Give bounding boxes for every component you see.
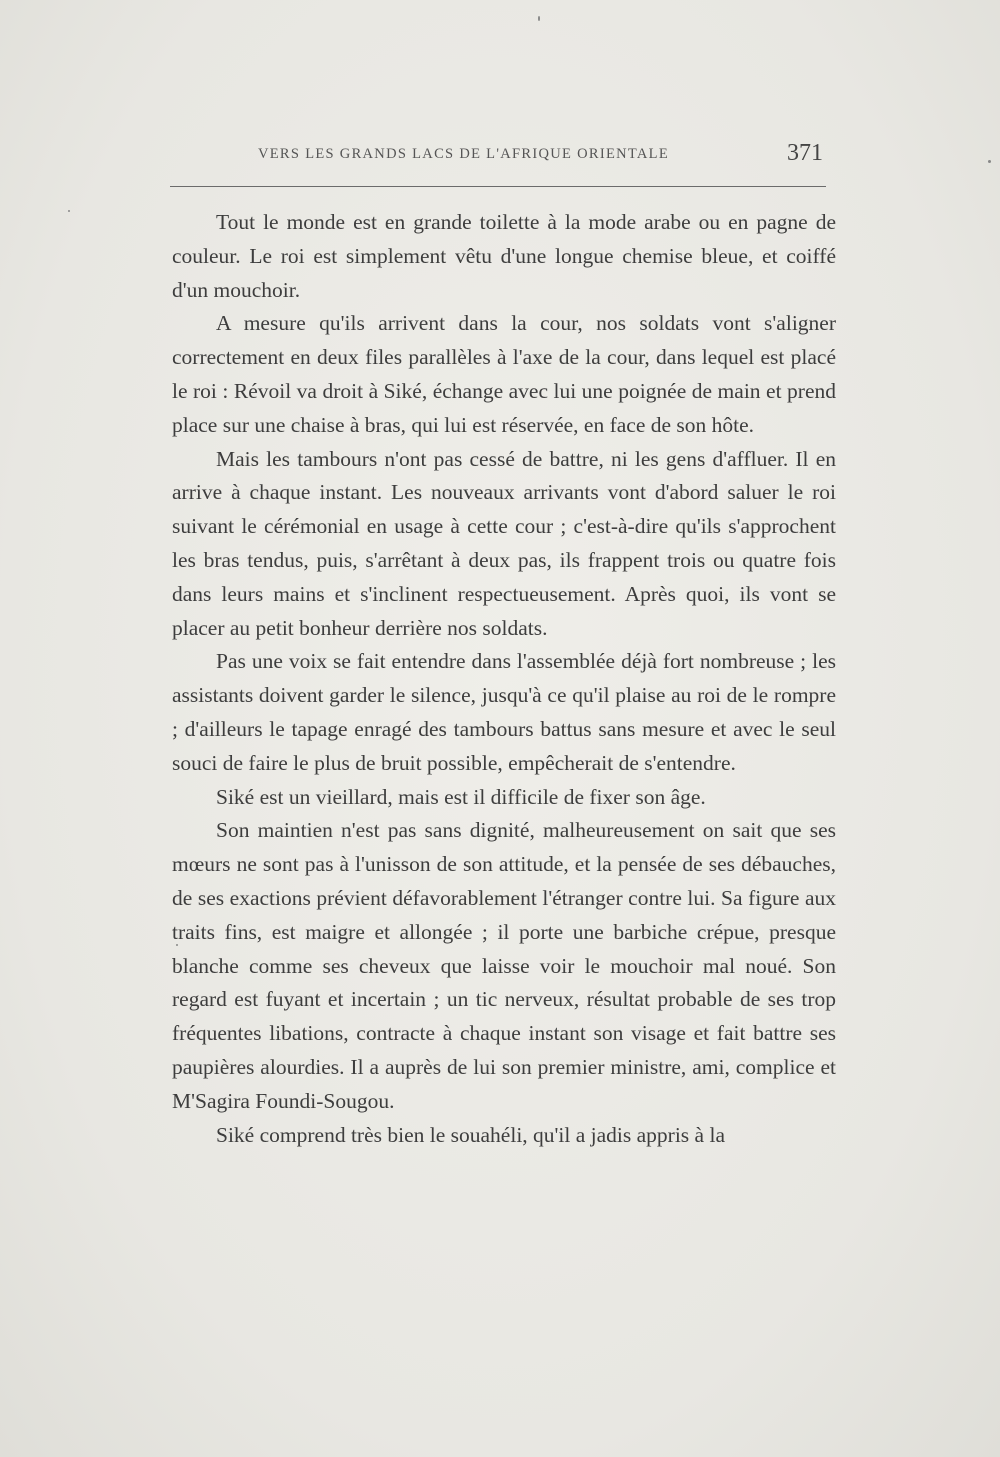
- paragraph: Mais les tambours n'ont pas cessé de battre, ni les gens d'affluer. Il en arrive à chaque instant. Les nouveaux arrivants vont d'abord saluer le roi suivant le cérémonial en usage à cette cour ; c'est-à-dire qu'ils s'approchent les bras tendus, puis, s'arrêtant à deux pas, ils frappent trois ou quatre fois dans leurs mains et s'inclinent respectueusement. Après quoi, ils vont se placer au petit bonheur derrière nos soldats.: [172, 446, 836, 640]
- paragraph: Siké comprend très bien le souahéli, qu'il a jadis appris à la: [216, 1122, 725, 1147]
- running-head: [170, 140, 835, 174]
- paragraph: Tout le monde est en grande toilette à la mode arabe ou en pagne de couleur. Le roi est simplement vêtu d'une longue chemise bleue, et coiffé d'un mouchoir.: [172, 210, 836, 302]
- running-title: VERS LES GRANDS LACS DE L'AFRIQUE ORIENTALE: [258, 146, 669, 162]
- paper-speck: [988, 160, 991, 163]
- paragraph: Pas une voix se fait entendre dans l'assemblée déjà fort nombreuse ; les assistants doivent garder le silence, jusqu'à ce qu'il plaise au roi de le rompre ; d'ailleurs le tapage enragé des tambours battus sans mesure et avec le seul souci de faire le plus de bruit possible, empêcherait de s'entendre.: [172, 649, 836, 775]
- paragraph: A mesure qu'ils arrivent dans la cour, nos soldats vont s'aligner correctement en deux files parallèles à l'axe de la cour, dans lequel est placé le roi : Révoil va droit à Siké, échange avec lui une poignée de main et prend place sur une chaise à bras, qui lui est réservée, en face de son hôte.: [172, 311, 836, 437]
- paper-speck: [68, 210, 70, 212]
- page-number: 371: [787, 140, 823, 166]
- body-text: [172, 206, 836, 1152]
- paper-speck: [176, 944, 178, 946]
- paper-speck: [538, 16, 540, 21]
- paragraph: Siké est un vieillard, mais est il difficile de fixer son âge.: [216, 784, 706, 809]
- paragraph: Son maintien n'est pas sans dignité, malheureusement on sait que ses mœurs ne sont pas à l'unisson de son attitude, et la pensée de ses débauches, de ses exactions prévient défavorablement l'étranger contre lui. Sa figure aux traits fins, est maigre et allongée ; il porte une barbiche crépue, presque blanche comme ses cheveux que laisse voir le mouchoir mal noué. Son regard est fuyant et incertain ; un tic nerveux, résultat probable de ses trop fréquentes libations, contracte à chaque instant son visage et fait battre ses paupières alourdies. Il a auprès de lui son premier ministre, ami, complice et M'Sagira Foundi-Sougou.: [172, 818, 836, 1113]
- header-rule: [170, 186, 826, 187]
